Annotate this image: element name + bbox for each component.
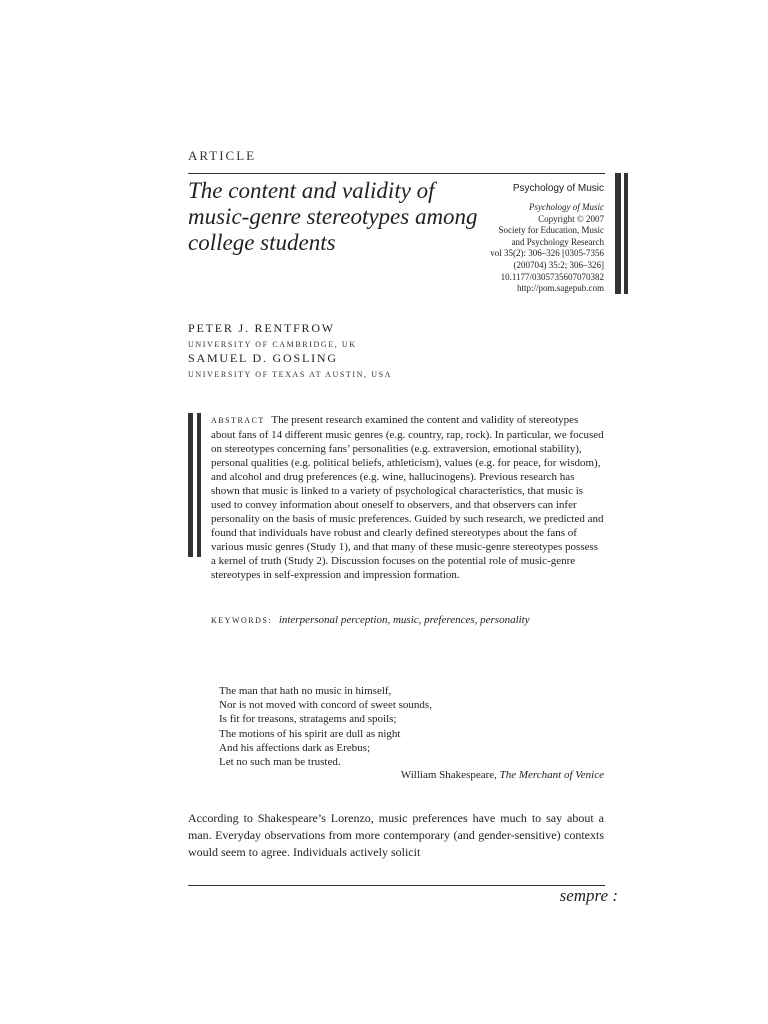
journal-url[interactable]: http://pom.sagepub.com	[517, 283, 604, 294]
publisher-mark: sempre :	[559, 886, 618, 905]
journal-metadata	[460, 202, 604, 295]
society-line-2: and Psychology Research	[511, 236, 604, 247]
volume-line: vol 35(2): 306–326 [0305-7356	[490, 248, 604, 259]
epigraph-line: Nor is not moved with concord of sweet sounds,	[219, 699, 432, 712]
epigraph-author: William Shakespeare,	[400, 769, 497, 781]
journal-name-italic: Psychology of Music	[529, 202, 604, 212]
keywords	[211, 614, 605, 626]
epigraph-attribution	[300, 769, 604, 781]
article-title: The content and validity of music-genre stereotypes among college students	[188, 178, 478, 255]
issue-line: (200704) 35:2; 306–326]	[513, 259, 604, 270]
author-affiliation: UNIVERSITY OF TEXAS AT AUSTIN, USA	[188, 370, 393, 379]
doi-line: 10.1177/0305735607070382	[500, 271, 604, 282]
keywords-label: KEYWORDS:	[211, 616, 273, 625]
epigraph-line: The motions of his spirit are dull as night	[219, 727, 401, 740]
article-type-label: ARTICLE	[188, 148, 257, 163]
header-divider	[188, 173, 605, 174]
epigraph-work: The Merchant of Venice	[499, 769, 604, 781]
abstract-text: The present research examined the content and validity of stereotypes about fans of 14 different music genres (e.g. country, rap, rock). In particular, we focused on stereotypes concerning fans’ personalities (e.g. extraversion, emotional stability), personal qualities (e.g. political beliefs, athleticism), values (e.g. for peace, for wisdom), and alcohol and drug preferences (e.g. wine, hallucinogens). Previous research has shown that music is linked to a variety of psychological characteristics, that music is used to convey information about oneself to observers, and that observers can infer personality on the basis of music preferences. Guided by such research, we predicted and found that individuals have robust and clearly defined stereotypes about the fans of various music genres (Study 1), and that many of these music-genre stereotypes possess a kernel of truth (Study 2). Discussion focuses on the potential role of music-genre stereotypes in self-expression and impression formation.	[211, 414, 604, 581]
copyright-line: Copyright © 2007	[538, 213, 604, 224]
abstract-label: ABSTRACT	[211, 416, 265, 425]
author-affiliation: UNIVERSITY OF CAMBRIDGE, UK	[188, 340, 357, 349]
decorative-bar	[624, 173, 628, 294]
epigraph	[219, 684, 432, 769]
decorative-bar	[615, 173, 621, 294]
epigraph-line: And his affections dark as Erebus;	[219, 741, 371, 754]
epigraph-line: Is fit for treasons, stratagems and spoils;	[219, 713, 397, 726]
epigraph-line: The man that hath no music in himself,	[219, 685, 392, 697]
society-line-1: Society for Education, Music	[498, 225, 604, 236]
abstract-bar	[197, 413, 201, 557]
author-name: PETER J. RENTFROW	[188, 321, 335, 335]
abstract	[211, 413, 605, 582]
epigraph-line: Let no such man be trusted.	[219, 756, 341, 769]
abstract-bar	[188, 413, 193, 557]
journal-name: Psychology of Music	[512, 183, 604, 194]
keywords-text: interpersonal perception, music, preferences, personality	[278, 614, 530, 626]
body-paragraph: According to Shakespeare’s Lorenzo, music preferences have much to say about a man. Everyday observations from more contemporary (and gender-sensitive) contexts would seem to agree. Individuals actively solicit	[188, 811, 604, 859]
author-name: SAMUEL D. GOSLING	[188, 351, 338, 365]
